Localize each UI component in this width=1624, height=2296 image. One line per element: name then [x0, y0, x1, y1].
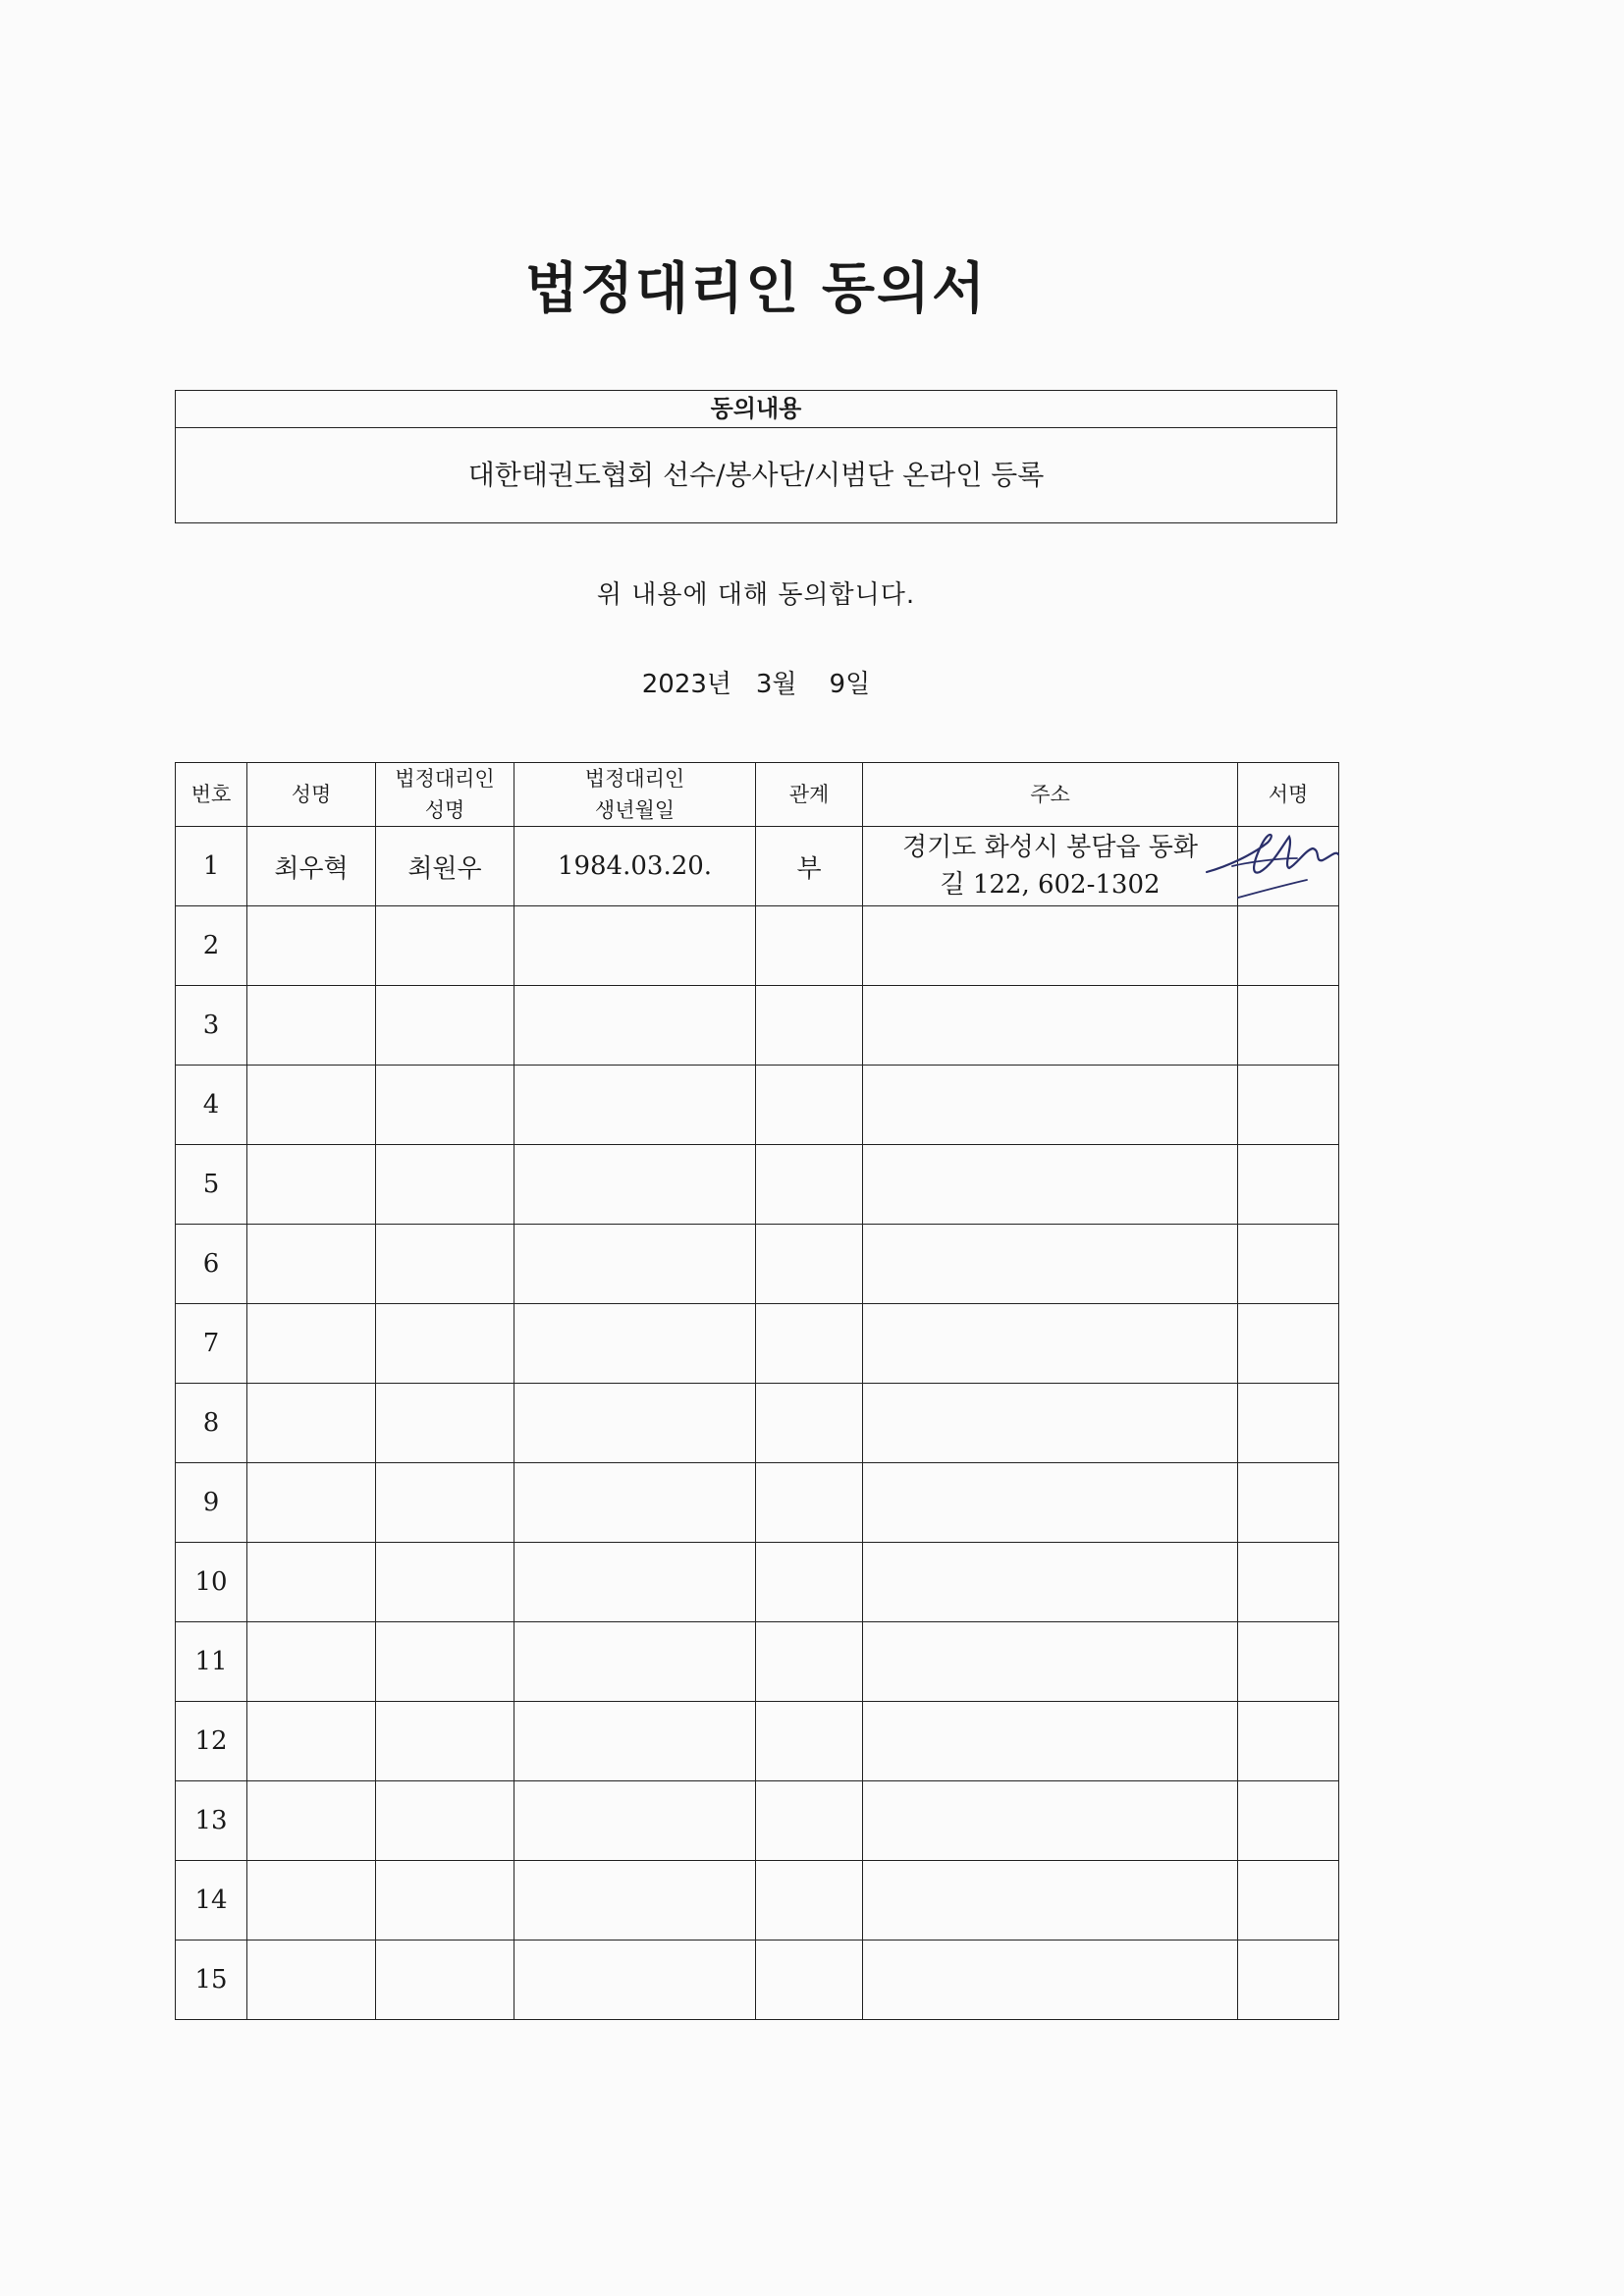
header-signature: 서명: [1238, 763, 1339, 827]
row-number: 7: [176, 1304, 247, 1384]
row-address: [863, 1702, 1238, 1781]
row-name: [247, 1304, 376, 1384]
row-address: [863, 906, 1238, 986]
row-address: [863, 1225, 1238, 1304]
row-name: [247, 1543, 376, 1622]
row-guardian-birth: [514, 1145, 756, 1225]
row-signature: [1238, 1861, 1339, 1941]
row-name: [247, 1384, 376, 1463]
row-name: [247, 1702, 376, 1781]
row-signature: [1238, 1941, 1339, 2020]
row-guardian-birth: [514, 906, 756, 986]
row-guardian-name: [376, 1941, 514, 2020]
row-relation: [756, 1702, 863, 1781]
row-guardian-birth: [514, 986, 756, 1066]
row-guardian-birth: [514, 1543, 756, 1622]
table-row: [176, 827, 1339, 906]
table-row: [176, 1304, 1339, 1384]
row-guardian-birth: [514, 1622, 756, 1702]
row-address: [863, 1384, 1238, 1463]
row-signature: [1238, 986, 1339, 1066]
table-row: [176, 1622, 1339, 1702]
consent-header: 동의내용: [176, 391, 1336, 428]
row-guardian-name: [376, 1145, 514, 1225]
row-number: 5: [176, 1145, 247, 1225]
consent-date: 2023년 3월 9일: [641, 670, 871, 699]
table-header-row: [176, 763, 1339, 827]
row-address: [863, 1463, 1238, 1543]
row-signature: [1238, 1463, 1339, 1543]
row-relation: [756, 1304, 863, 1384]
header-guardian-name: 법정대리인 성명: [376, 763, 514, 827]
row-guardian-name: [376, 1622, 514, 1702]
row-relation: [756, 1225, 863, 1304]
row-relation: [756, 1145, 863, 1225]
row-number: 2: [176, 906, 247, 986]
row-relation: [756, 1861, 863, 1941]
row-guardian-name: [376, 1781, 514, 1861]
row-relation: [756, 1622, 863, 1702]
row-guardian-name: [376, 1463, 514, 1543]
row-number: 11: [176, 1622, 247, 1702]
row-name: [247, 986, 376, 1066]
row-relation: [756, 986, 863, 1066]
table-row: [176, 1145, 1339, 1225]
row-signature: [1238, 1225, 1339, 1304]
address-line-1: 경기도 화성시 봉담읍 동화: [901, 833, 1199, 862]
row-guardian-birth: [514, 1304, 756, 1384]
row-signature: [1238, 1702, 1339, 1781]
row-guardian-name: 최원우: [376, 827, 514, 906]
row-number: 14: [176, 1861, 247, 1941]
row-signature: [1238, 1384, 1339, 1463]
table-row: [176, 986, 1339, 1066]
row-name: 최우혁: [247, 827, 376, 906]
row-address: [863, 1941, 1238, 2020]
row-relation: [756, 1384, 863, 1463]
row-guardian-name: [376, 1861, 514, 1941]
row-address: [863, 1781, 1238, 1861]
row-number: 10: [176, 1543, 247, 1622]
row-guardian-name: [376, 906, 514, 986]
row-guardian-birth: [514, 1941, 756, 2020]
row-number: 3: [176, 986, 247, 1066]
row-name: [247, 906, 376, 986]
row-address: [863, 1066, 1238, 1145]
row-name: [247, 1622, 376, 1702]
guardian-roster-table: [175, 762, 1339, 2020]
row-signature: [1238, 1543, 1339, 1622]
row-address: [863, 1861, 1238, 1941]
row-relation: [756, 1781, 863, 1861]
row-guardian-birth: [514, 1066, 756, 1145]
table-row: [176, 1941, 1339, 2020]
address-line-2: 길 122, 602-1302: [940, 870, 1161, 900]
table-row: [176, 1702, 1339, 1781]
row-relation: [756, 1066, 863, 1145]
header-relation: 관계: [756, 763, 863, 827]
row-guardian-name: [376, 1225, 514, 1304]
row-number: 6: [176, 1225, 247, 1304]
table-row: [176, 906, 1339, 986]
row-signature: [1238, 1304, 1339, 1384]
header-address: 주소: [863, 763, 1238, 827]
row-guardian-name: [376, 1304, 514, 1384]
row-address: [863, 1304, 1238, 1384]
row-address: [863, 1543, 1238, 1622]
agreement-statement: 위 내용에 대해 동의합니다.: [596, 580, 916, 610]
row-guardian-birth: [514, 1781, 756, 1861]
consent-content-box: [175, 390, 1337, 523]
row-guardian-name: [376, 1384, 514, 1463]
table-row: [176, 1066, 1339, 1145]
row-guardian-birth: [514, 1702, 756, 1781]
header-guardian-birth: 법정대리인 생년월일: [514, 763, 756, 827]
row-guardian-name: [376, 986, 514, 1066]
row-number: 4: [176, 1066, 247, 1145]
row-relation: [756, 906, 863, 986]
header-name: 성명: [247, 763, 376, 827]
consent-body: 대한태권도협회 선수/봉사단/시범단 온라인 등록: [467, 459, 1045, 491]
table-row: [176, 1384, 1339, 1463]
row-relation: [756, 1543, 863, 1622]
row-signature: [1238, 1066, 1339, 1145]
row-name: [247, 1463, 376, 1543]
row-name: [247, 1225, 376, 1304]
row-name: [247, 1861, 376, 1941]
row-relation: 부: [756, 827, 863, 906]
row-signature: [1238, 1622, 1339, 1702]
table-row: [176, 1543, 1339, 1622]
row-signature: [1238, 827, 1339, 906]
row-signature: [1238, 1781, 1339, 1861]
row-name: [247, 1145, 376, 1225]
row-guardian-name: [376, 1066, 514, 1145]
table-body: [176, 827, 1339, 2020]
row-guardian-birth: [514, 1225, 756, 1304]
row-address: [863, 1622, 1238, 1702]
row-guardian-name: [376, 1702, 514, 1781]
row-signature: [1238, 1145, 1339, 1225]
row-signature: [1238, 906, 1339, 986]
row-relation: [756, 1463, 863, 1543]
row-name: [247, 1781, 376, 1861]
header-no: 번호: [176, 763, 247, 827]
row-guardian-birth: [514, 1384, 756, 1463]
row-number: 1: [176, 827, 247, 906]
table-row: [176, 1225, 1339, 1304]
row-number: 13: [176, 1781, 247, 1861]
row-address: [863, 827, 1238, 906]
table-row: [176, 1861, 1339, 1941]
row-name: [247, 1941, 376, 2020]
row-address: [863, 1145, 1238, 1225]
row-guardian-birth: [514, 1861, 756, 1941]
handwritten-signature-icon: [1199, 815, 1346, 913]
row-number: 15: [176, 1941, 247, 2020]
table-row: [176, 1463, 1339, 1543]
row-name: [247, 1066, 376, 1145]
row-number: 9: [176, 1463, 247, 1543]
document-title: 법정대리인 동의서: [524, 257, 988, 321]
row-number: 8: [176, 1384, 247, 1463]
row-address: [863, 986, 1238, 1066]
row-guardian-birth: 1984.03.20.: [514, 827, 756, 906]
row-guardian-birth: [514, 1463, 756, 1543]
row-relation: [756, 1941, 863, 2020]
row-guardian-name: [376, 1543, 514, 1622]
table-row: [176, 1781, 1339, 1861]
row-number: 12: [176, 1702, 247, 1781]
